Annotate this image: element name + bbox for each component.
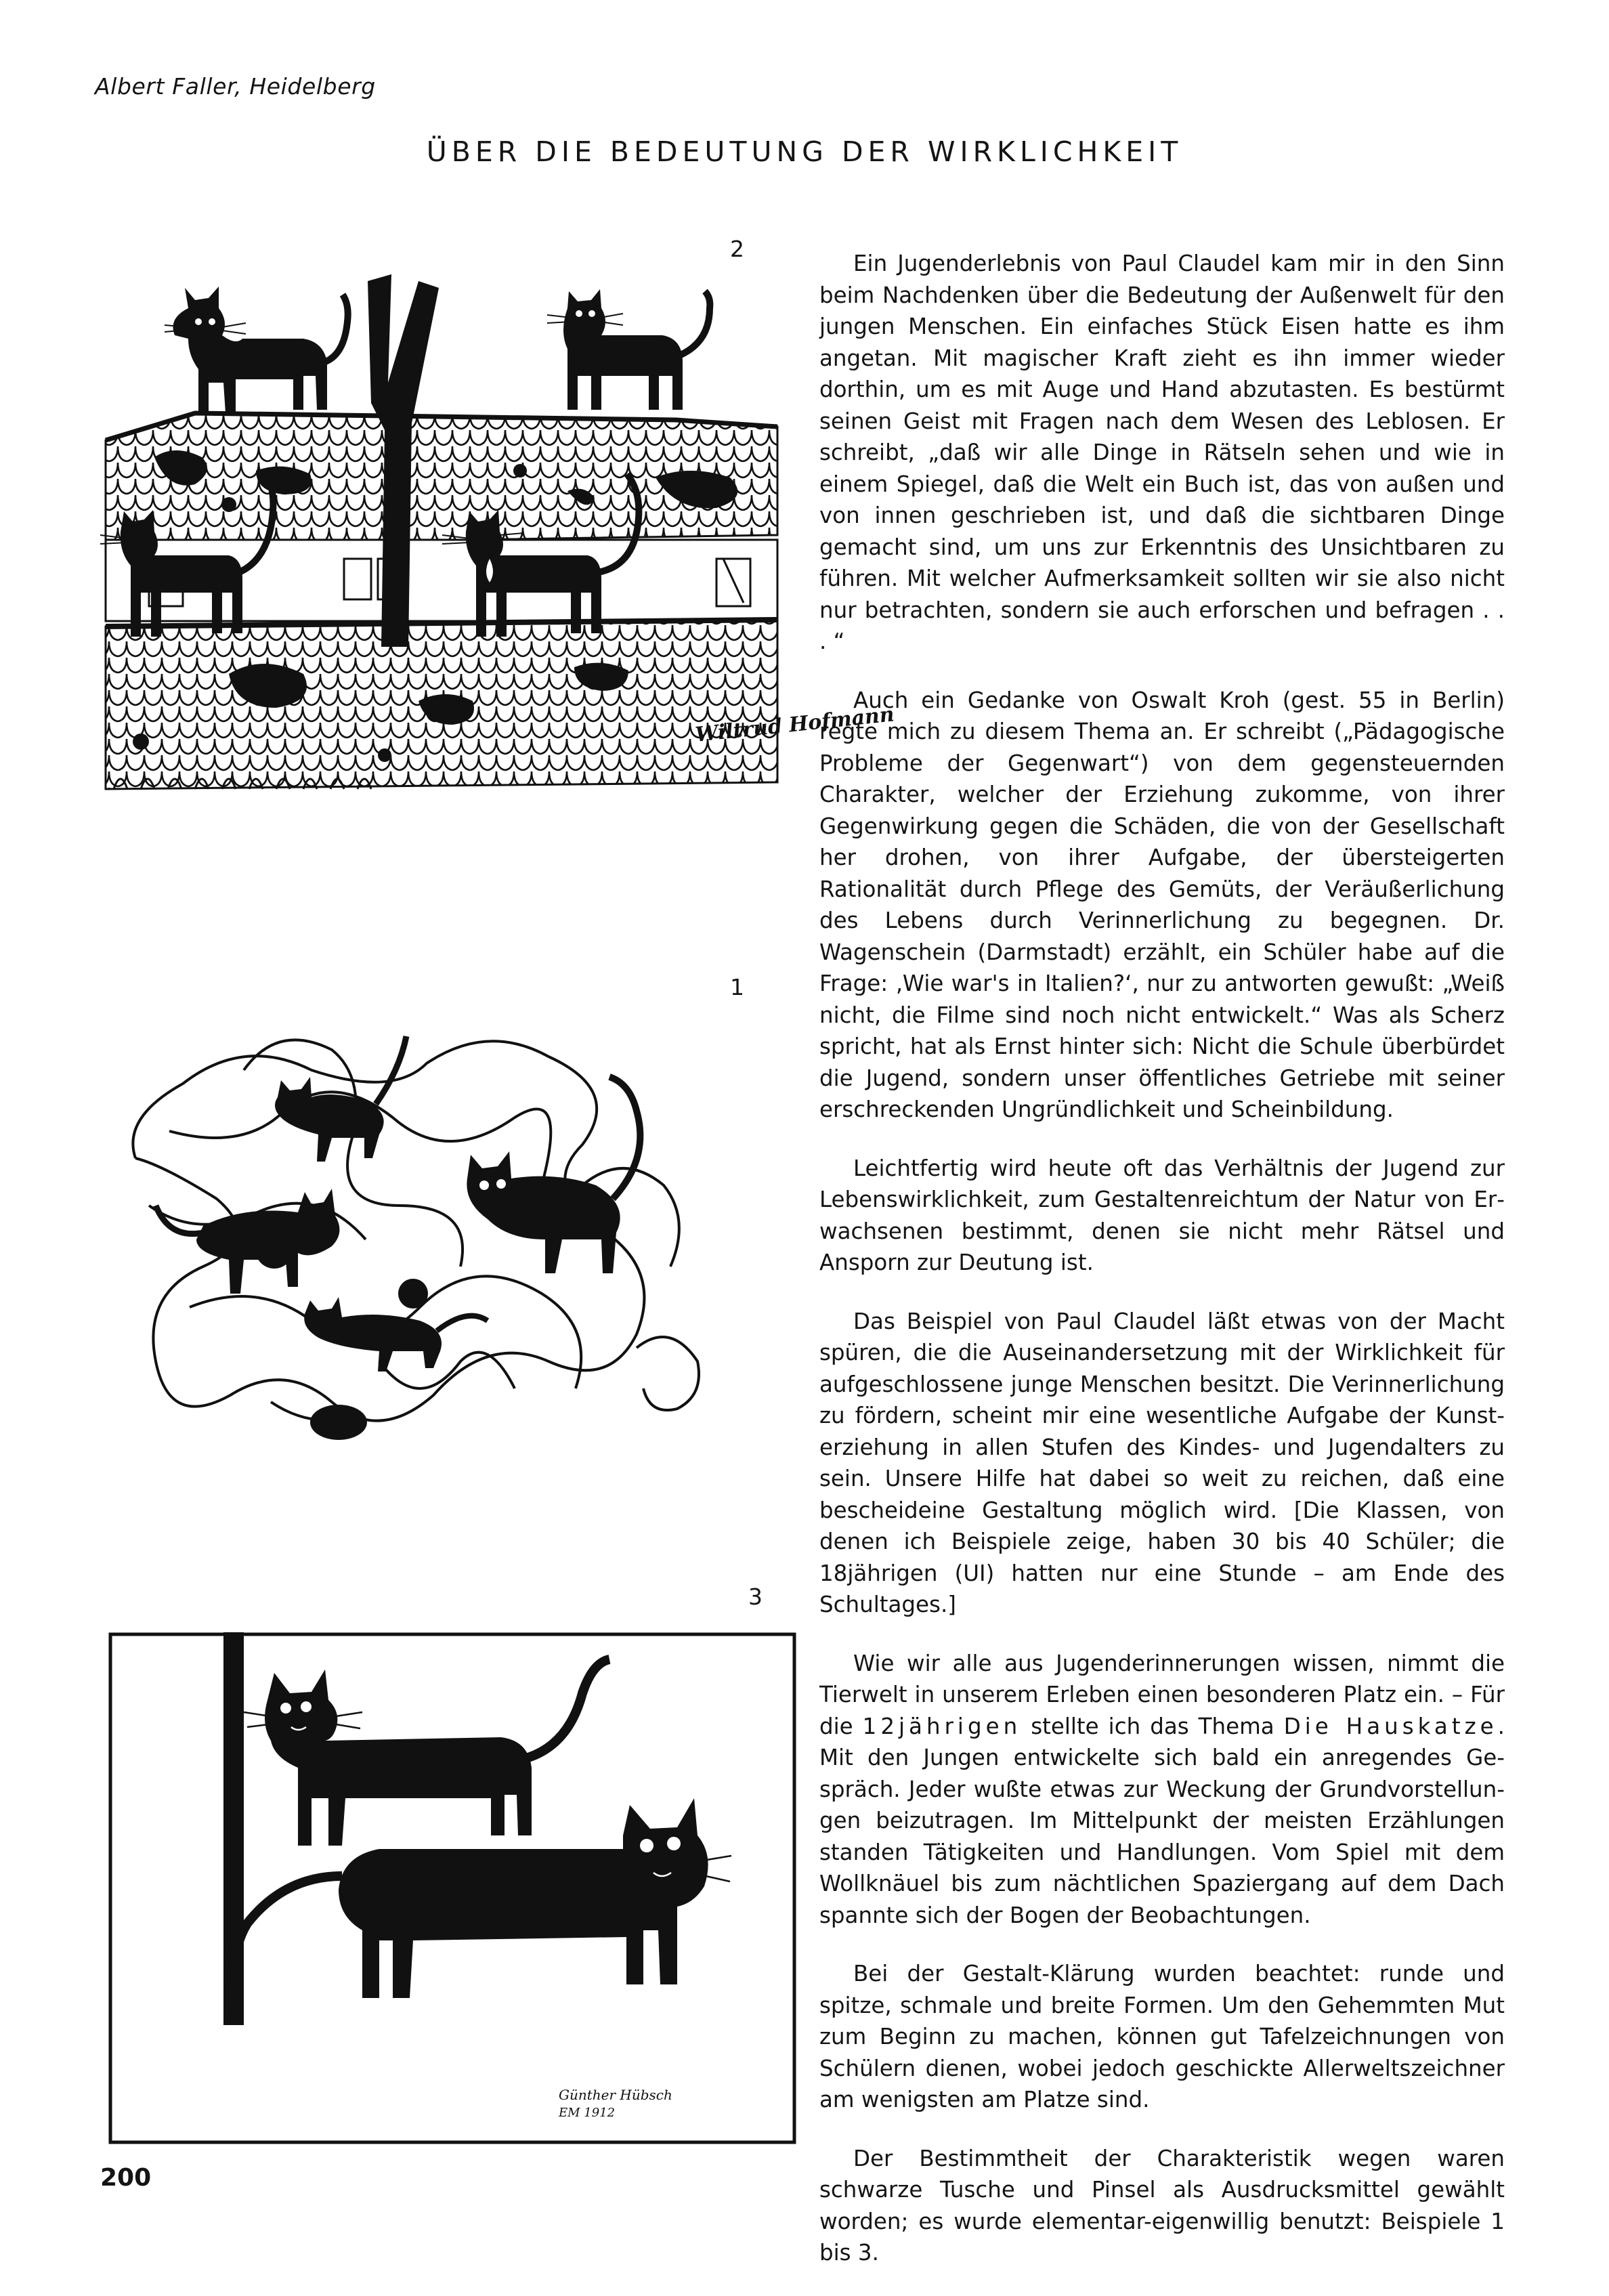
- figure-3-signature-line1: Günther Hübsch: [559, 2087, 672, 2103]
- paragraph-4: Das Beispiel von Paul Claudel läßt etwas von der Macht spüren, die die Auseinandersetzung mit der Wirklichkeit für aufgeschlossene junge Menschen besitzt. Die Verinnerlichung zu fördern, scheint mir eine wesentliche Aufgabe der Kunsterziehung in allen Stufen des Kindes- und Jugendalters zu sein. Unsere Hilfe hat dabei so weit zu reichen, daß eine bescheideine Gestaltung möglich wird. [Die Klassen, von denen ich Beispiele zeige, haben 30 bis 40 Schüler; die 18jährigen (UI) hatten nur eine Stunde – am Ende des Schultages.]: [819, 1308, 1505, 1617]
- spaced-age: 12jährigen: [862, 1713, 1022, 1739]
- paragraph-1: Ein Jugenderlebnis von Paul Claudel kam mir in den Sinn beim Nachdenken über die Bedeutung der Außenwelt für den jungen Menschen. Ein einfaches Stück Eisen hatte es ihm angetan. Mit magischer Kraft zieht es ihn immer wieder dorthin, um es mit Auge und Hand abzutasten. Es bestürmt seinen Geist mit Fragen nach dem Wesen des Leblosen. Er schreibt, „daß wir alle Dinge in Rätseln sehen und wie in einem Spiegel, daß die Welt ein Buch ist, das von außen und von innen geschrieben ist, und daß die sichtbaren Dinge gemacht sind, um uns zur Erkenntnis des Unsichtbaren zu führen. Mit welcher Aufmerksamkeit sollten wir sie also nicht nur betrachten, sondern sie auch erforschen und befragen . . . “: [819, 251, 1505, 654]
- article-body: [819, 248, 1505, 2296]
- paragraph-3: Leichtfertig wird heute oft das Verhältnis der Jugend zur Lebenswirklichkeit, zum Gestaltenreichtum der Natur von Erwachsenen bestimmt, denen sie nicht mehr Rätsel und Ansporn zur Deutung ist.: [819, 1155, 1505, 1275]
- article-title: ÜBER DIE BEDEUTUNG DER WIRKLICHKEIT: [426, 135, 1183, 168]
- figure-2-cats-on-roofs: [100, 268, 896, 809]
- spaced-theme: Die Hauskatze: [1283, 1713, 1498, 1739]
- page-number: 200: [100, 2164, 152, 2192]
- figure-3-number: 3: [748, 1583, 763, 1610]
- figure-1-cats-with-wool: [108, 982, 718, 1456]
- figure-2-number: 2: [730, 236, 744, 262]
- paragraph-5: Wie wir alle aus Jugenderinnerungen wissen, nimmt die Tierwelt in unserem Erleben einen besonderen Platz ein. – Für die 12jährigen stellte ich das Thema Die Hauskatze. Mit den Jungen entwickelte sich bald ein anregendes Gespräch. Jeder wußte etwas zur Weckung der Grundvorstellungen beizutragen. Im Mittelpunkt der meisten Erzählungen standen Tätigkeiten und Handlungen. Vom Spiel mit dem Wollknäuel bis zum nächtlichen Spaziergang auf dem Dach spannte sich der Bogen der Beobachtungen.: [819, 1650, 1505, 1928]
- figure-3-two-black-cats: [108, 1632, 799, 2147]
- figure-1-number: 1: [730, 974, 744, 1000]
- figure-2-signature: Wiltrud Hofmann: [694, 702, 896, 747]
- figure-3-signature-line2: EM 1912: [559, 2106, 616, 2120]
- paragraph-2: Auch ein Gedanke von Oswalt Kroh (gest. 55 in Berlin) regte mich zu diesem Thema an. Er schreibt („Pädagogische Probleme der Gegenwart“) von dem gegensteuernden Charakter, welcher der Erziehung zukomme, von ihrer Gegenwirkung gegen die Schäden, die von der Gesellschaft her drohen, von ihrer Aufgabe, der übersteigerten Rationalität durch Pflege des Gemüts, der Veräußerlichung des Lebens durch Verinnerlichung zu begegnen. Dr. Wagenschein (Darmstadt) erzählt, ein Schüler habe auf die Frage: ‚Wie war's in Italien?‘, nur zu antworten gewußt: „Weiß nicht, die Filme sind noch nicht entwickelt.“ Was als Scherz spricht, hat als Ernst hinter sich: Nicht die Schule überbürdet die Jugend, sondern unser öffentliches Getriebe mit seiner erschreckenden Ungründlichkeit und Scheinbildung.: [819, 687, 1505, 1122]
- author-line: Albert Faller, Heidelberg: [95, 73, 376, 100]
- paragraph-6: Bei der Gestalt-Klärung wurden beachtet: runde und spitze, schmale und breite Formen. Um den Gehemmten Mut zum Beginn zu machen, können gut Tafelzeichnungen von Schülern dienen, wobei jedoch geschickte Allerweltszeichner am wenigsten am Platze sind.: [819, 1961, 1505, 2112]
- paragraph-7: Der Bestimmtheit der Charakteristik wegen waren schwarze Tusche und Pinsel als Ausdrucksmittel gewählt worden; es wurde elementar-eigenwillig benutzt: Beispiele 1 bis 3.: [819, 2145, 1505, 2266]
